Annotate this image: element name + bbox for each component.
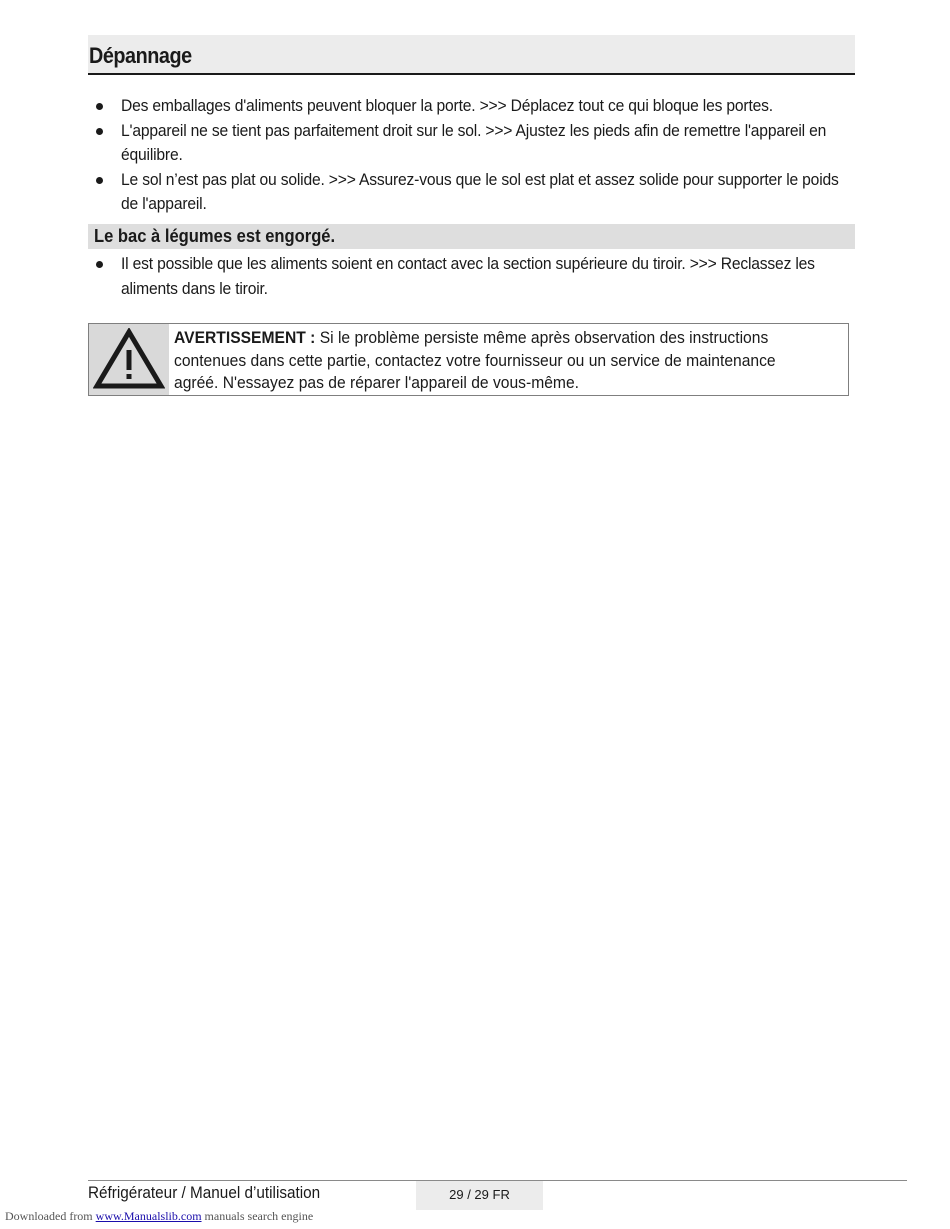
warning-triangle-icon xyxy=(93,328,165,390)
manualslib-link[interactable]: www.Manualslib.com xyxy=(95,1209,202,1223)
bullet-icon xyxy=(96,177,103,184)
bullet-list xyxy=(88,94,855,217)
list-item xyxy=(88,119,855,168)
subsection-header xyxy=(88,224,855,249)
warning-icon-cell xyxy=(89,324,169,395)
list-item-text: Le sol n’est pas plat ou solide. >>> Assurez-vous que le sol est plat et assez solide pour supporter le poids de l'appareil. xyxy=(121,169,839,213)
list-item xyxy=(88,252,855,301)
subsection-title: Le bac à légumes est engorgé. xyxy=(94,226,336,246)
list-item-text: Il est possible que les aliments soient en contact avec la section supérieure du tiroir. >>> Reclassez les aliments dans le tiroir. xyxy=(121,254,815,298)
list-item-text: Des emballages d'aliments peuvent bloquer la porte. >>> Déplacez tout ce qui bloque les portes. xyxy=(121,96,773,115)
warning-text xyxy=(174,327,818,395)
bullet-icon xyxy=(96,261,103,268)
bullet-list xyxy=(88,252,855,301)
list-item xyxy=(88,168,855,217)
download-note-suffix: manuals search engine xyxy=(204,1209,314,1223)
warning-box xyxy=(88,323,849,396)
list-item-text: L'appareil ne se tient pas parfaitement droit sur le sol. >>> Ajustez les pieds afin de remettre l'appareil en équilibre. xyxy=(121,120,827,164)
bullet-icon xyxy=(96,128,103,135)
section-title: Dépannage xyxy=(89,43,192,68)
footer-title: Réfrigérateur / Manuel d’utilisation xyxy=(88,1183,321,1202)
section-header xyxy=(88,35,855,75)
list-item xyxy=(88,94,855,119)
warning-body: Si le problème persiste même après observation des instructions contenues dans cette partie, contactez votre fournisseur ou un service de maintenance agréé. N'essayez pas de réparer l'appareil de vous-même. xyxy=(174,328,776,392)
bullet-icon xyxy=(96,103,103,110)
warning-label: AVERTISSEMENT : xyxy=(174,328,316,347)
download-note xyxy=(5,1209,313,1224)
page-number: 29 / 29 FR xyxy=(416,1181,543,1210)
download-note-prefix: Downloaded from xyxy=(5,1209,93,1223)
